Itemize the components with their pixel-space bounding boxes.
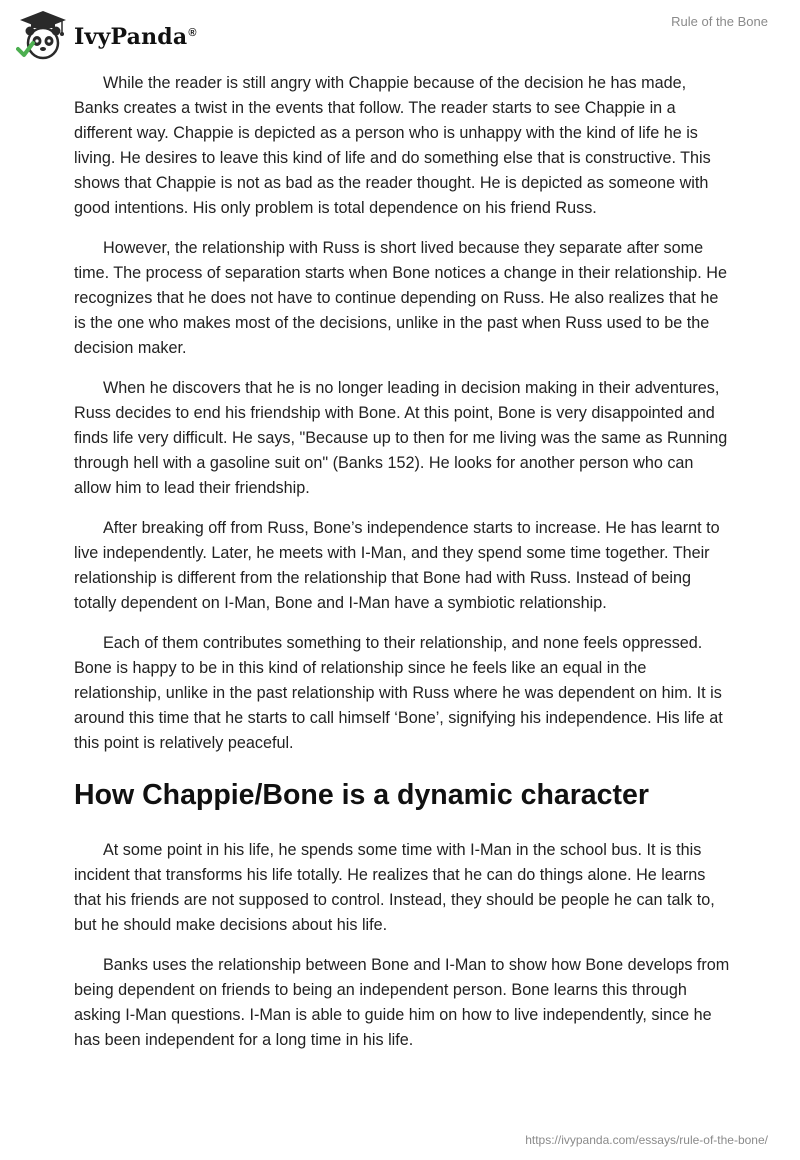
paragraph: When he discovers that he is no longer leading in decision making in their adventures, Russ decides to end his friendship with Bone. At this point, Bone is very disappointed and finds life very difficult. He says, "Because up to then for me living was the same as Running through hell with a gasoline suit on" (Banks 152). He looks for another person who can allow him to lead their friendship. bbox=[74, 379, 728, 497]
section-heading: How Chappie/Bone is a dynamic character bbox=[74, 779, 649, 811]
source-url[interactable]: https://ivypanda.com/essays/rule-of-the-bone/ bbox=[525, 1133, 768, 1147]
brand-name: IvyPanda® bbox=[74, 24, 197, 50]
paragraph: However, the relationship with Russ is short lived because they separate after some time. The process of separation starts when Bone notices a change in their relationship. He recognizes that he does not have to continue depending on Russ. He also realizes that he is the one who makes most of the decisions, unlike in the past when Russ used to be the decision maker. bbox=[74, 239, 727, 357]
page-header bbox=[0, 0, 800, 70]
document-title: Rule of the Bone bbox=[671, 14, 768, 29]
paragraph: Each of them contributes something to their relationship, and none feels oppressed. Bone is happy to be in this kind of relationship since he feels like an equal in the relationship, unlike in the past relationship with Russ where he was dependent on him. It is around this time that he starts to call himself ‘Bone’, signifying his independence. His life at this point is relatively peaceful. bbox=[74, 634, 723, 752]
paragraph: At some point in his life, he spends some time with I-Man in the school bus. It is this incident that transforms his life totally. He realizes that he can do things alone. He learns that his friends are not supposed to control. Instead, they should be people he can talk to, but he should make decisions about his life. bbox=[74, 841, 715, 934]
paragraph: After breaking off from Russ, Bone’s independence starts to increase. He has learnt to live independently. Later, he meets with I-Man, and they spend some time together. Their relationship is different from the relationship that Bone had with Russ. Instead of being totally dependent on I-Man, Bone and I-Man have a symbiotic relationship. bbox=[74, 519, 720, 612]
paragraph: While the reader is still angry with Chappie because of the decision he has made, Banks creates a twist in the events that follow. The reader starts to see Chappie in a different way. Chappie is depicted as a person who is unhappy with the kind of life he is living. He desires to leave this kind of life and do something else that is constructive. This shows that Chappie is not as bad as the reader thought. He is depicted as someone with good intentions. His only problem is total dependence on his friend Russ. bbox=[74, 74, 711, 217]
brand-logo[interactable] bbox=[16, 9, 197, 61]
registered-mark: ® bbox=[188, 26, 197, 39]
paragraph: Banks uses the relationship between Bone and I-Man to show how Bone develops from being dependent on friends to being an independent person. Bone learns this through asking I-Man questions. I-Man is able to guide him on how to live independently, since he has been independent for a long time in his life. bbox=[74, 956, 730, 1049]
panda-graduate-icon bbox=[16, 9, 70, 61]
essay-body bbox=[74, 71, 734, 1068]
